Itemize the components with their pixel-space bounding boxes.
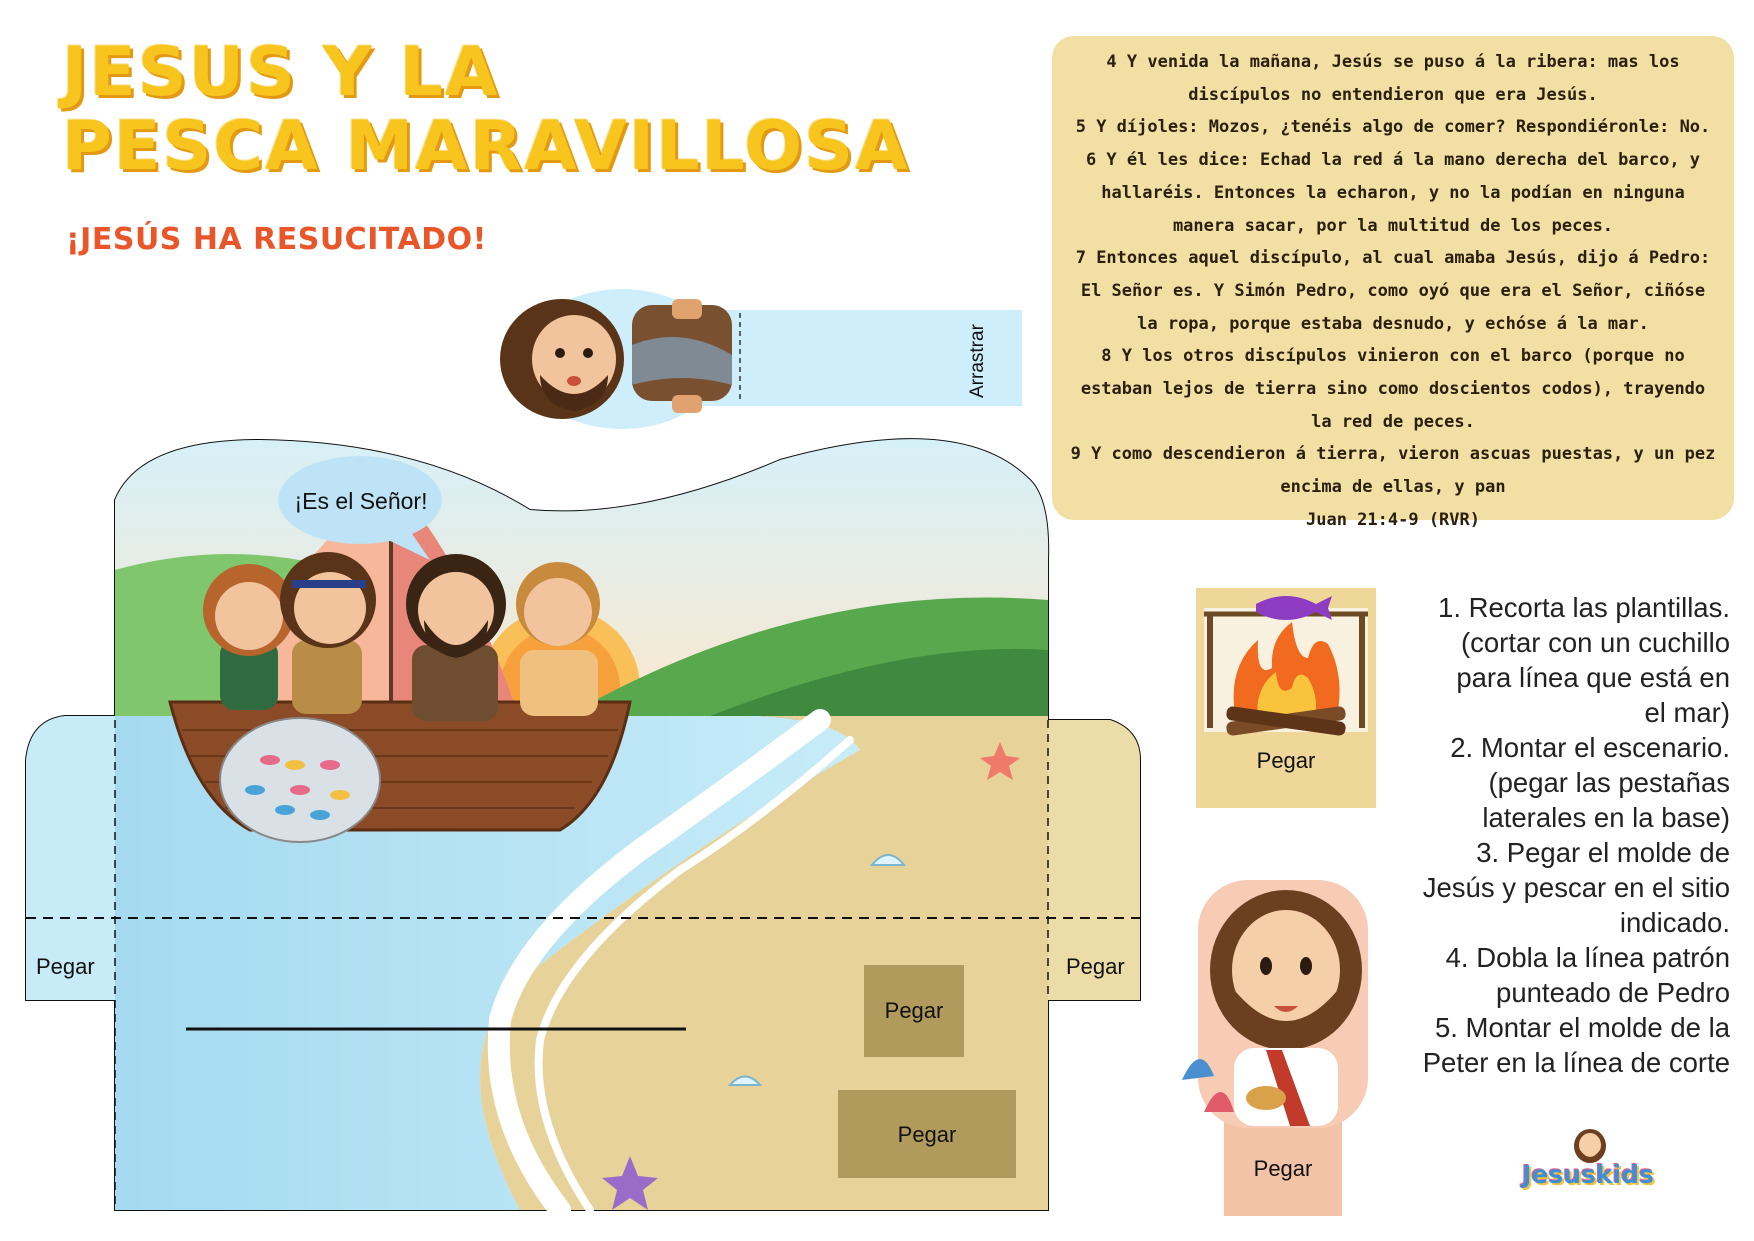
disciple-2 [280,552,376,714]
jesus-cutout[interactable] [1170,880,1370,1220]
instruction-line: punteado de Pedro [1496,977,1730,1008]
instruction-line: para línea que está en [1456,662,1730,693]
instruction-line: el mar) [1644,697,1730,728]
title-line-1: JESUS Y LA [62,33,500,112]
fire-cutout[interactable] [1196,588,1376,808]
scene-template [0,420,1160,1220]
page-title [62,33,922,186]
page-subtitle: ¡JESÚS HA RESUCITADO! [66,222,487,257]
peter-figure-illustration [482,285,1022,435]
verse-line: 8 Y los otros discípulos vinieron con el barco (porque no estaban lejos de tierra sino como doscientos codos), trayendo la red de peces. [1080,346,1706,432]
instruction-line: 3. Pegar el molde de [1476,837,1730,868]
campfire-illustration [1196,588,1376,808]
peter-head [500,299,624,419]
verse-line: 9 Y como descendieron á tierra, vieron ascuas puestas, y un pez encima de ellas, y pan [1070,444,1716,498]
instruction-line: Peter en la línea de corte [1422,1047,1730,1078]
left-tab-glue-label: Pegar [36,954,95,979]
logo-face-icon [1570,1128,1610,1164]
instruction-line: 2. Montar el escenario. [1450,732,1730,763]
peter-cutout[interactable] [482,285,1022,435]
right-tab-glue-label: Pegar [1066,954,1125,979]
jesuskids-logo [1508,1128,1668,1198]
verse-line: 6 Y él les dice: Echad la red á la mano derecha del barco, y hallaréis. Entonces la echaron, y no la podían en ninguna manera sacar, por la multitud de los peces. [1085,150,1701,236]
instructions-list [1360,590,1730,1080]
verse-line: 5 Y díjoles: Mozos, ¿tenéis algo de comer? Respondiéronle: No. [1075,117,1711,138]
instruction-line: 1. Recorta las plantillas. [1438,592,1730,623]
speech-bubble-text: ¡Es el Señor! [294,488,428,514]
scene-illustration [0,420,1160,1220]
instruction-line: 5. Montar el molde de la [1434,1012,1730,1043]
drag-tab-label[interactable]: Arrastrar [967,324,988,398]
title-line-2: PESCA MARAVILLOSA [62,107,910,186]
instruction-line: Jesús y pescar en el sitio [1422,872,1730,903]
logo-text: Jesuskids [1522,1160,1654,1189]
jesus-glue-label: Pegar [1253,1156,1313,1181]
instruction-line: (pegar las pestañas [1488,767,1730,798]
glue-box-2-label: Pegar [897,1122,957,1147]
verse-line: 4 Y venida la mañana, Jesús se puso á la ribera: mas los discípulos no entendieron que era Jesús. [1106,52,1680,105]
instruction-line: laterales en la base) [1482,802,1730,833]
fire-glue-label: Pegar [1256,748,1316,773]
peter-body [632,299,732,413]
verse-reference: Juan 21:4-9 (RVR) [1306,509,1480,530]
instruction-line: indicado. [1619,907,1730,938]
instruction-line: 4. Dobla la línea patrón [1445,942,1730,973]
verse-line: 7 Entonces aquel discípulo, al cual amaba Jesús, dijo á Pedro: El Señor es. Y Simón Pedro, como oyó que era el Señor, ciñóse la ropa, porque estaba desnudo, y echóse á la mar. [1075,248,1711,334]
glue-box-1-label: Pegar [884,998,944,1023]
disciple-3 [406,554,506,721]
instruction-line: (cortar con un cuchillo [1460,627,1730,658]
